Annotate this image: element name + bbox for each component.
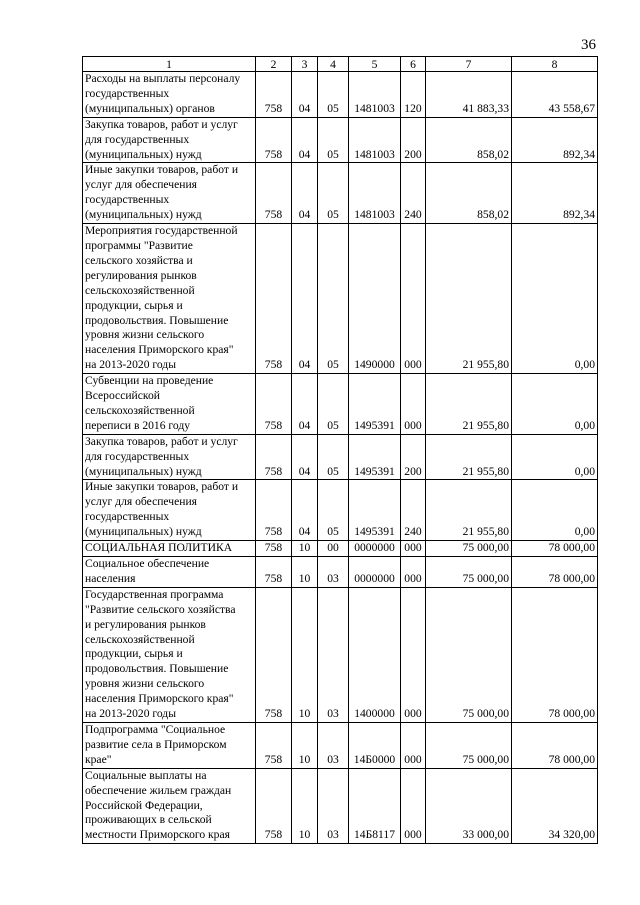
cell-section: 04 xyxy=(292,480,318,541)
row-name: Иные закупки товаров, работ и услуг для обеспечения государственных (муниципальных) нужд xyxy=(83,163,256,224)
table-row xyxy=(83,768,598,844)
row-name: Закупка товаров, работ и услуг для государственных (муниципальных) нужд xyxy=(83,117,256,163)
row-name: Мероприятия государственной программы "Развитие сельского хозяйства и регулирования рынков сельскохозяйственной продукции, сырья и продовольствия. Повышение уровня жизни сельского населения Приморского края" на 2013-2020 годы xyxy=(83,224,256,374)
cell-section: 04 xyxy=(292,374,318,435)
cell-expense-type: 000 xyxy=(401,224,426,374)
cell-amount-1: 858,02 xyxy=(426,163,512,224)
table-row xyxy=(83,557,598,588)
cell-code: 758 xyxy=(256,557,292,588)
cell-target-article: 1495391 xyxy=(349,374,401,435)
cell-amount-2: 78 000,00 xyxy=(512,722,598,768)
cell-target-article: 0000000 xyxy=(349,541,401,557)
cell-section: 10 xyxy=(292,722,318,768)
cell-amount-1: 75 000,00 xyxy=(426,722,512,768)
cell-expense-type: 000 xyxy=(401,722,426,768)
cell-amount-1: 75 000,00 xyxy=(426,557,512,588)
column-header: 6 xyxy=(401,57,426,72)
cell-target-article: 1481003 xyxy=(349,72,401,118)
cell-expense-type: 120 xyxy=(401,72,426,118)
cell-target-article: 0000000 xyxy=(349,557,401,588)
page-number: 36 xyxy=(581,37,596,53)
cell-amount-1: 41 883,33 xyxy=(426,72,512,118)
cell-amount-2: 0,00 xyxy=(512,224,598,374)
cell-amount-2: 892,34 xyxy=(512,117,598,163)
row-name: Государственная программа "Развитие сельского хозяйства и регулирования рынков сельскохозяйственной продукции, сырья и продовольствия. Повышение уровня жизни сельского населения Приморского края" на 2013-2020 годы xyxy=(83,587,256,722)
cell-amount-2: 34 320,00 xyxy=(512,768,598,844)
row-name: Социальные выплаты на обеспечение жильем граждан Российской Федерации, проживающих в сельской местности Приморского края xyxy=(83,768,256,844)
cell-amount-2: 0,00 xyxy=(512,434,598,480)
table-row xyxy=(83,374,598,435)
cell-expense-type: 240 xyxy=(401,480,426,541)
cell-subsection: 05 xyxy=(318,374,349,435)
cell-amount-2: 78 000,00 xyxy=(512,557,598,588)
cell-amount-1: 75 000,00 xyxy=(426,541,512,557)
cell-target-article: 14Б8117 xyxy=(349,768,401,844)
cell-expense-type: 000 xyxy=(401,374,426,435)
cell-expense-type: 240 xyxy=(401,163,426,224)
cell-code: 758 xyxy=(256,72,292,118)
cell-expense-type: 200 xyxy=(401,434,426,480)
cell-code: 758 xyxy=(256,163,292,224)
cell-expense-type: 000 xyxy=(401,557,426,588)
cell-amount-1: 858,02 xyxy=(426,117,512,163)
cell-target-article: 1481003 xyxy=(349,117,401,163)
row-name: Закупка товаров, работ и услуг для государственных (муниципальных) нужд xyxy=(83,434,256,480)
cell-target-article: 14Б0000 xyxy=(349,722,401,768)
cell-section: 04 xyxy=(292,224,318,374)
row-name: Иные закупки товаров, работ и услуг для обеспечения государственных (муниципальных) нужд xyxy=(83,480,256,541)
cell-section: 04 xyxy=(292,434,318,480)
cell-subsection: 05 xyxy=(318,480,349,541)
cell-expense-type: 000 xyxy=(401,768,426,844)
column-header: 8 xyxy=(512,57,598,72)
table-row xyxy=(83,434,598,480)
cell-target-article: 1481003 xyxy=(349,163,401,224)
cell-subsection: 05 xyxy=(318,163,349,224)
cell-section: 04 xyxy=(292,117,318,163)
row-name: Субвенции на проведение Всероссийской сельскохозяйственной переписи в 2016 году xyxy=(83,374,256,435)
cell-target-article: 1400000 xyxy=(349,587,401,722)
table-header-row xyxy=(83,57,598,72)
cell-section: 04 xyxy=(292,163,318,224)
cell-code: 758 xyxy=(256,722,292,768)
cell-subsection: 05 xyxy=(318,72,349,118)
cell-amount-1: 21 955,80 xyxy=(426,480,512,541)
table-row xyxy=(83,224,598,374)
column-header: 5 xyxy=(349,57,401,72)
cell-section: 10 xyxy=(292,541,318,557)
column-header: 4 xyxy=(318,57,349,72)
column-header: 7 xyxy=(426,57,512,72)
cell-amount-1: 21 955,80 xyxy=(426,434,512,480)
table-row xyxy=(83,480,598,541)
column-header: 3 xyxy=(292,57,318,72)
cell-subsection: 03 xyxy=(318,587,349,722)
cell-subsection: 03 xyxy=(318,722,349,768)
cell-expense-type: 200 xyxy=(401,117,426,163)
cell-amount-2: 78 000,00 xyxy=(512,587,598,722)
cell-code: 758 xyxy=(256,117,292,163)
cell-target-article: 1495391 xyxy=(349,480,401,541)
row-name: Подпрограмма "Социальное развитие села в Приморском крае" xyxy=(83,722,256,768)
row-name: Расходы на выплаты персоналу государственных (муниципальных) органов xyxy=(83,72,256,118)
cell-code: 758 xyxy=(256,480,292,541)
cell-amount-2: 0,00 xyxy=(512,374,598,435)
cell-subsection: 05 xyxy=(318,117,349,163)
table-row xyxy=(83,587,598,722)
cell-subsection: 05 xyxy=(318,224,349,374)
cell-expense-type: 000 xyxy=(401,587,426,722)
table-row xyxy=(83,541,598,557)
row-name: Социальное обеспечение населения xyxy=(83,557,256,588)
table-row xyxy=(83,163,598,224)
cell-subsection: 03 xyxy=(318,768,349,844)
cell-amount-1: 75 000,00 xyxy=(426,587,512,722)
cell-code: 758 xyxy=(256,541,292,557)
cell-subsection: 00 xyxy=(318,541,349,557)
cell-expense-type: 000 xyxy=(401,541,426,557)
table-row xyxy=(83,72,598,118)
cell-amount-1: 33 000,00 xyxy=(426,768,512,844)
table-row xyxy=(83,722,598,768)
cell-subsection: 05 xyxy=(318,434,349,480)
cell-subsection: 03 xyxy=(318,557,349,588)
cell-amount-2: 892,34 xyxy=(512,163,598,224)
cell-code: 758 xyxy=(256,434,292,480)
budget-table xyxy=(82,56,598,844)
cell-target-article: 1495391 xyxy=(349,434,401,480)
cell-amount-1: 21 955,80 xyxy=(426,224,512,374)
cell-section: 10 xyxy=(292,768,318,844)
cell-amount-2: 78 000,00 xyxy=(512,541,598,557)
column-header: 2 xyxy=(256,57,292,72)
row-name: СОЦИАЛЬНАЯ ПОЛИТИКА xyxy=(83,541,256,557)
cell-section: 10 xyxy=(292,587,318,722)
cell-code: 758 xyxy=(256,224,292,374)
table-row xyxy=(83,117,598,163)
cell-code: 758 xyxy=(256,587,292,722)
cell-amount-1: 21 955,80 xyxy=(426,374,512,435)
cell-amount-2: 0,00 xyxy=(512,480,598,541)
cell-section: 10 xyxy=(292,557,318,588)
cell-target-article: 1490000 xyxy=(349,224,401,374)
cell-code: 758 xyxy=(256,374,292,435)
column-header: 1 xyxy=(83,57,256,72)
cell-amount-2: 43 558,67 xyxy=(512,72,598,118)
cell-section: 04 xyxy=(292,72,318,118)
cell-code: 758 xyxy=(256,768,292,844)
